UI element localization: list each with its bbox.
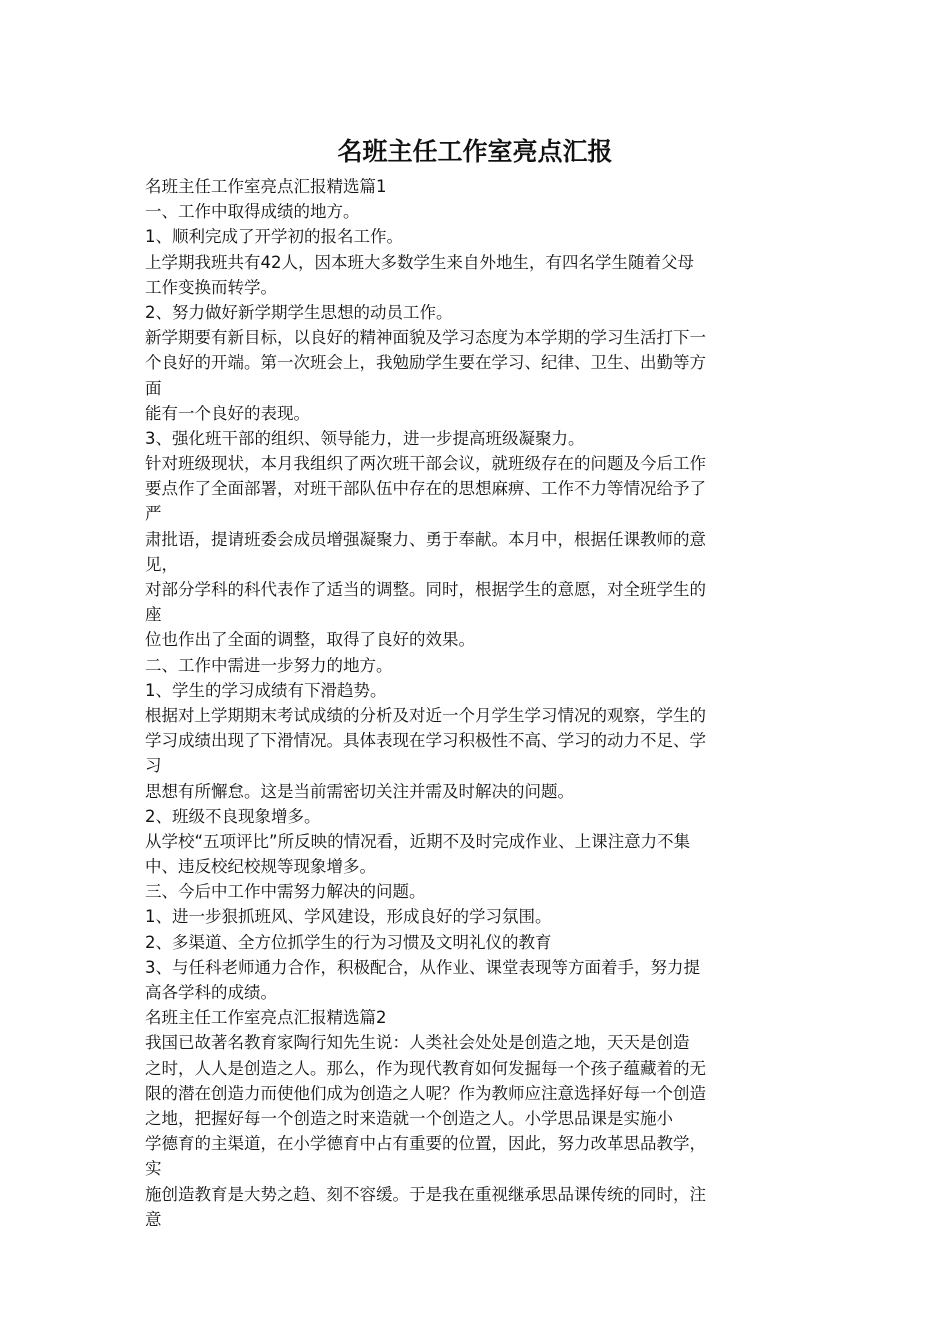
- body-line: 针对班级现状，本月我组织了两次班干部会议，就班级存在的问题及今后工作: [145, 454, 706, 474]
- body-line: 1、学生的学习成绩有下滑趋势。: [145, 680, 387, 700]
- body-line: 实: [145, 1159, 162, 1179]
- body-line: 工作变换而转学。: [145, 277, 277, 297]
- body-line: 严: [145, 504, 162, 524]
- body-line: 2、努力做好新学期学生思想的动员工作。: [145, 302, 453, 322]
- body-line: 2、多渠道、全方位抓学生的行为习惯及文明礼仪的教育: [145, 932, 552, 952]
- body-line: 意: [145, 1209, 162, 1229]
- body-line: 要点作了全面部署，对班干部队伍中存在的思想麻痹、工作不力等情况给予了: [145, 479, 706, 499]
- body-line: 我国已故著名教育家陶行知先生说：人类社会处处是创造之地，天天是创造: [145, 1033, 690, 1053]
- body-line: 二、工作中需进一步努力的地方。: [145, 655, 393, 675]
- body-line: 从学校“五项评比”所反映的情况看，近期不及时完成作业、上课注意力不集: [145, 831, 691, 851]
- body-line: 高各学科的成绩。: [145, 983, 277, 1002]
- body-line: 学德育的主渠道，在小学德育中占有重要的位置，因此，努力改革思品教学，: [145, 1134, 706, 1154]
- body-line: 座: [145, 605, 162, 625]
- body-line: 限的潜在创造力而使他们成为创造之人呢？作为教师应注意选择好每一个创造: [145, 1083, 706, 1103]
- body-line: 新学期要有新目标，以良好的精神面貌及学习态度为本学期的学习生活打下一: [145, 328, 706, 348]
- body-line: 思想有所懈怠。这是当前需密切关注并需及时解决的问题。: [145, 781, 574, 801]
- body-line: 2、班级不良现象增多。: [145, 806, 321, 826]
- body-line: 名班主任工作室亮点汇报精选篇1: [145, 177, 387, 196]
- body-line: 位也作出了全面的调整，取得了良好的效果。: [145, 630, 475, 650]
- body-line: 中、违反校纪校规等现象增多。: [145, 857, 376, 877]
- body-line: 肃批语，提请班委会成员增强凝聚力、勇于奉献。本月中，根据任课教师的意: [145, 529, 706, 549]
- body-line: 见，: [145, 554, 178, 574]
- body-line: 面: [145, 378, 162, 398]
- body-line: 上学期我班共有42人，因本班大多数学生来自外地生，有四名学生随着父母: [145, 252, 694, 272]
- document-body: [145, 174, 815, 1232]
- body-line: 名班主任工作室亮点汇报精选篇2: [145, 1008, 387, 1028]
- body-line: 之时，人人是创造之人。那么，作为现代教育如何发掘每一个孩子蕴藏着的无: [145, 1058, 706, 1078]
- body-line: 3、强化班干部的组织、领导能力，进一步提高班级凝聚力。: [145, 428, 585, 448]
- body-line: 之地，把握好每一个创造之时来造就一个创造之人。小学思品课是实施小: [145, 1108, 673, 1128]
- body-line: 对部分学科的科代表作了适当的调整。同时，根据学生的意愿，对全班学生的: [145, 580, 706, 599]
- body-line: 习: [145, 756, 162, 776]
- body-line: 根据对上学期期末考试成绩的分析及对近一个月学生学习情况的观察，学生的: [145, 705, 706, 725]
- body-line: 能有一个良好的表现。: [145, 403, 310, 423]
- body-line: 1、进一步狠抓班风、学风建设，形成良好的学习氛围。: [145, 907, 552, 927]
- body-line: 施创造教育是大势之趋、刻不容缓。于是我在重视继承思品课传统的同时，注: [145, 1184, 706, 1204]
- body-line: 1、顺利完成了开学初的报名工作。: [145, 227, 403, 247]
- body-line: 学习成绩出现了下滑情况。具体表现在学习积极性不高、学习的动力不足、学: [145, 731, 706, 751]
- document-title: 名班主任工作室亮点汇报: [337, 137, 613, 166]
- body-line: 个良好的开端。第一次班会上，我勉励学生要在学习、纪律、卫生、出勤等方: [145, 353, 706, 373]
- body-line: 3、与任科老师通力合作，积极配合，从作业、课堂表现等方面着手，努力提: [145, 957, 700, 977]
- body-line: 三、今后中工作中需努力解决的问题。: [145, 882, 426, 902]
- body-line: 一、工作中取得成绩的地方。: [145, 202, 360, 222]
